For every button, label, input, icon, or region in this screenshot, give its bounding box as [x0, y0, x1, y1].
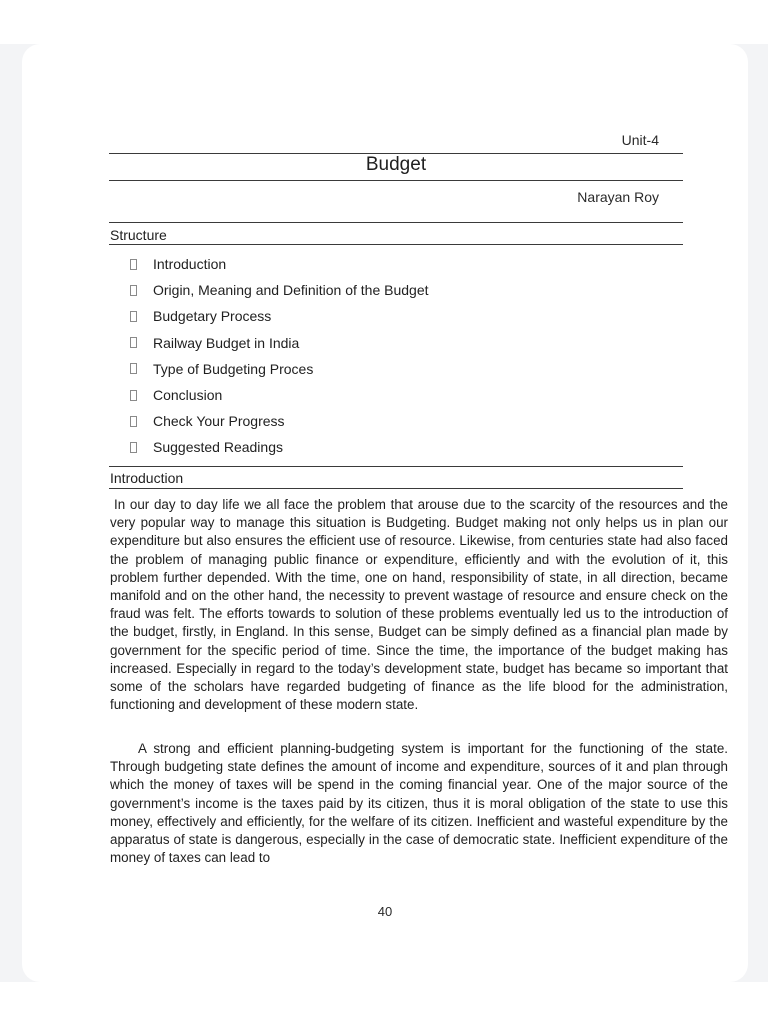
- bullet-icon: [130, 363, 137, 374]
- structure-list: [130, 251, 429, 461]
- bullet-icon: [130, 416, 137, 427]
- viewer-bottom-band: [0, 982, 768, 1024]
- title-bottom-rule: [109, 180, 683, 181]
- page-number: 40: [377, 904, 393, 919]
- list-item: Suggested Readings: [130, 434, 429, 460]
- bullet-icon: [130, 259, 137, 270]
- list-item: Conclusion: [130, 382, 429, 408]
- introduction-paragraph-2: A strong and efficient planning-budgeting system is important for the functioning of the state. Through budgeting state defines the amount of income and expenditure, sources of it and plan through which the money of taxes will be spend in the coming financial year. One of the major source of the government’s income is the taxes paid by its citizen, thus it is moral obligation of the state to use this money, effectively and efficiently, for the welfare of its citizen. Inefficient and wasteful expenditure by the apparatus of state is dangerous, especially in the case of democratic state. Inefficient expenditure of the money of taxes can lead to: [110, 741, 728, 866]
- list-item: Introduction: [130, 251, 429, 277]
- introduction-heading: Introduction: [110, 470, 184, 486]
- structure-top-rule: [109, 222, 683, 223]
- page-title: Budget: [365, 154, 427, 175]
- bullet-icon: [130, 285, 137, 296]
- structure-bottom-rule: [109, 244, 683, 245]
- bullet-icon: [130, 337, 137, 348]
- introduction-paragraph-1: In our day to day life we all face the problem that arouse due to the scarcity of the resources and the very popular way to manage this situation is Budgeting. Budget making not only helps us in plan our expenditure but also ensures the efficient use of resource. Likewise, from centuries state had also faced the problem of managing public finance or expenditure, efficiently and with the evolution of it, this problem further depended. With the time, one on hand, responsibility of state, in all direction, became manifold and on the other hand, the necessity to prevent wastage of resource and ensure check on the fraud was felt. The efforts towards to solution of these problems eventually led us to the introduction of the budget, firstly, in England. In this sense, Budget can be simply defined as a financial plan made by government for the specific period of time. Since the time, the importance of the budget making has increased. Especially in regard to the today’s development state, budget has became so important that some of the scholars have regarded budgeting of finance as the life blood for the administration, functioning and development of these modern state.: [110, 497, 728, 713]
- viewer-top-band: [0, 0, 768, 44]
- author-name: Narayan Roy: [577, 189, 659, 205]
- unit-label: Unit-4: [621, 132, 659, 148]
- list-item: Check Your Progress: [130, 408, 429, 434]
- list-item: Type of Budgeting Proces: [130, 356, 429, 382]
- introduction-top-rule: [109, 466, 683, 467]
- list-item: Budgetary Process: [130, 303, 429, 329]
- list-item: Origin, Meaning and Definition of the Budget: [130, 277, 429, 303]
- introduction-bottom-rule: [109, 488, 683, 489]
- list-item: Railway Budget in India: [130, 330, 429, 356]
- bullet-icon: [130, 442, 137, 453]
- structure-heading: Structure: [110, 227, 167, 243]
- bullet-icon: [130, 311, 137, 322]
- document-page: [22, 44, 748, 982]
- bullet-icon: [130, 390, 137, 401]
